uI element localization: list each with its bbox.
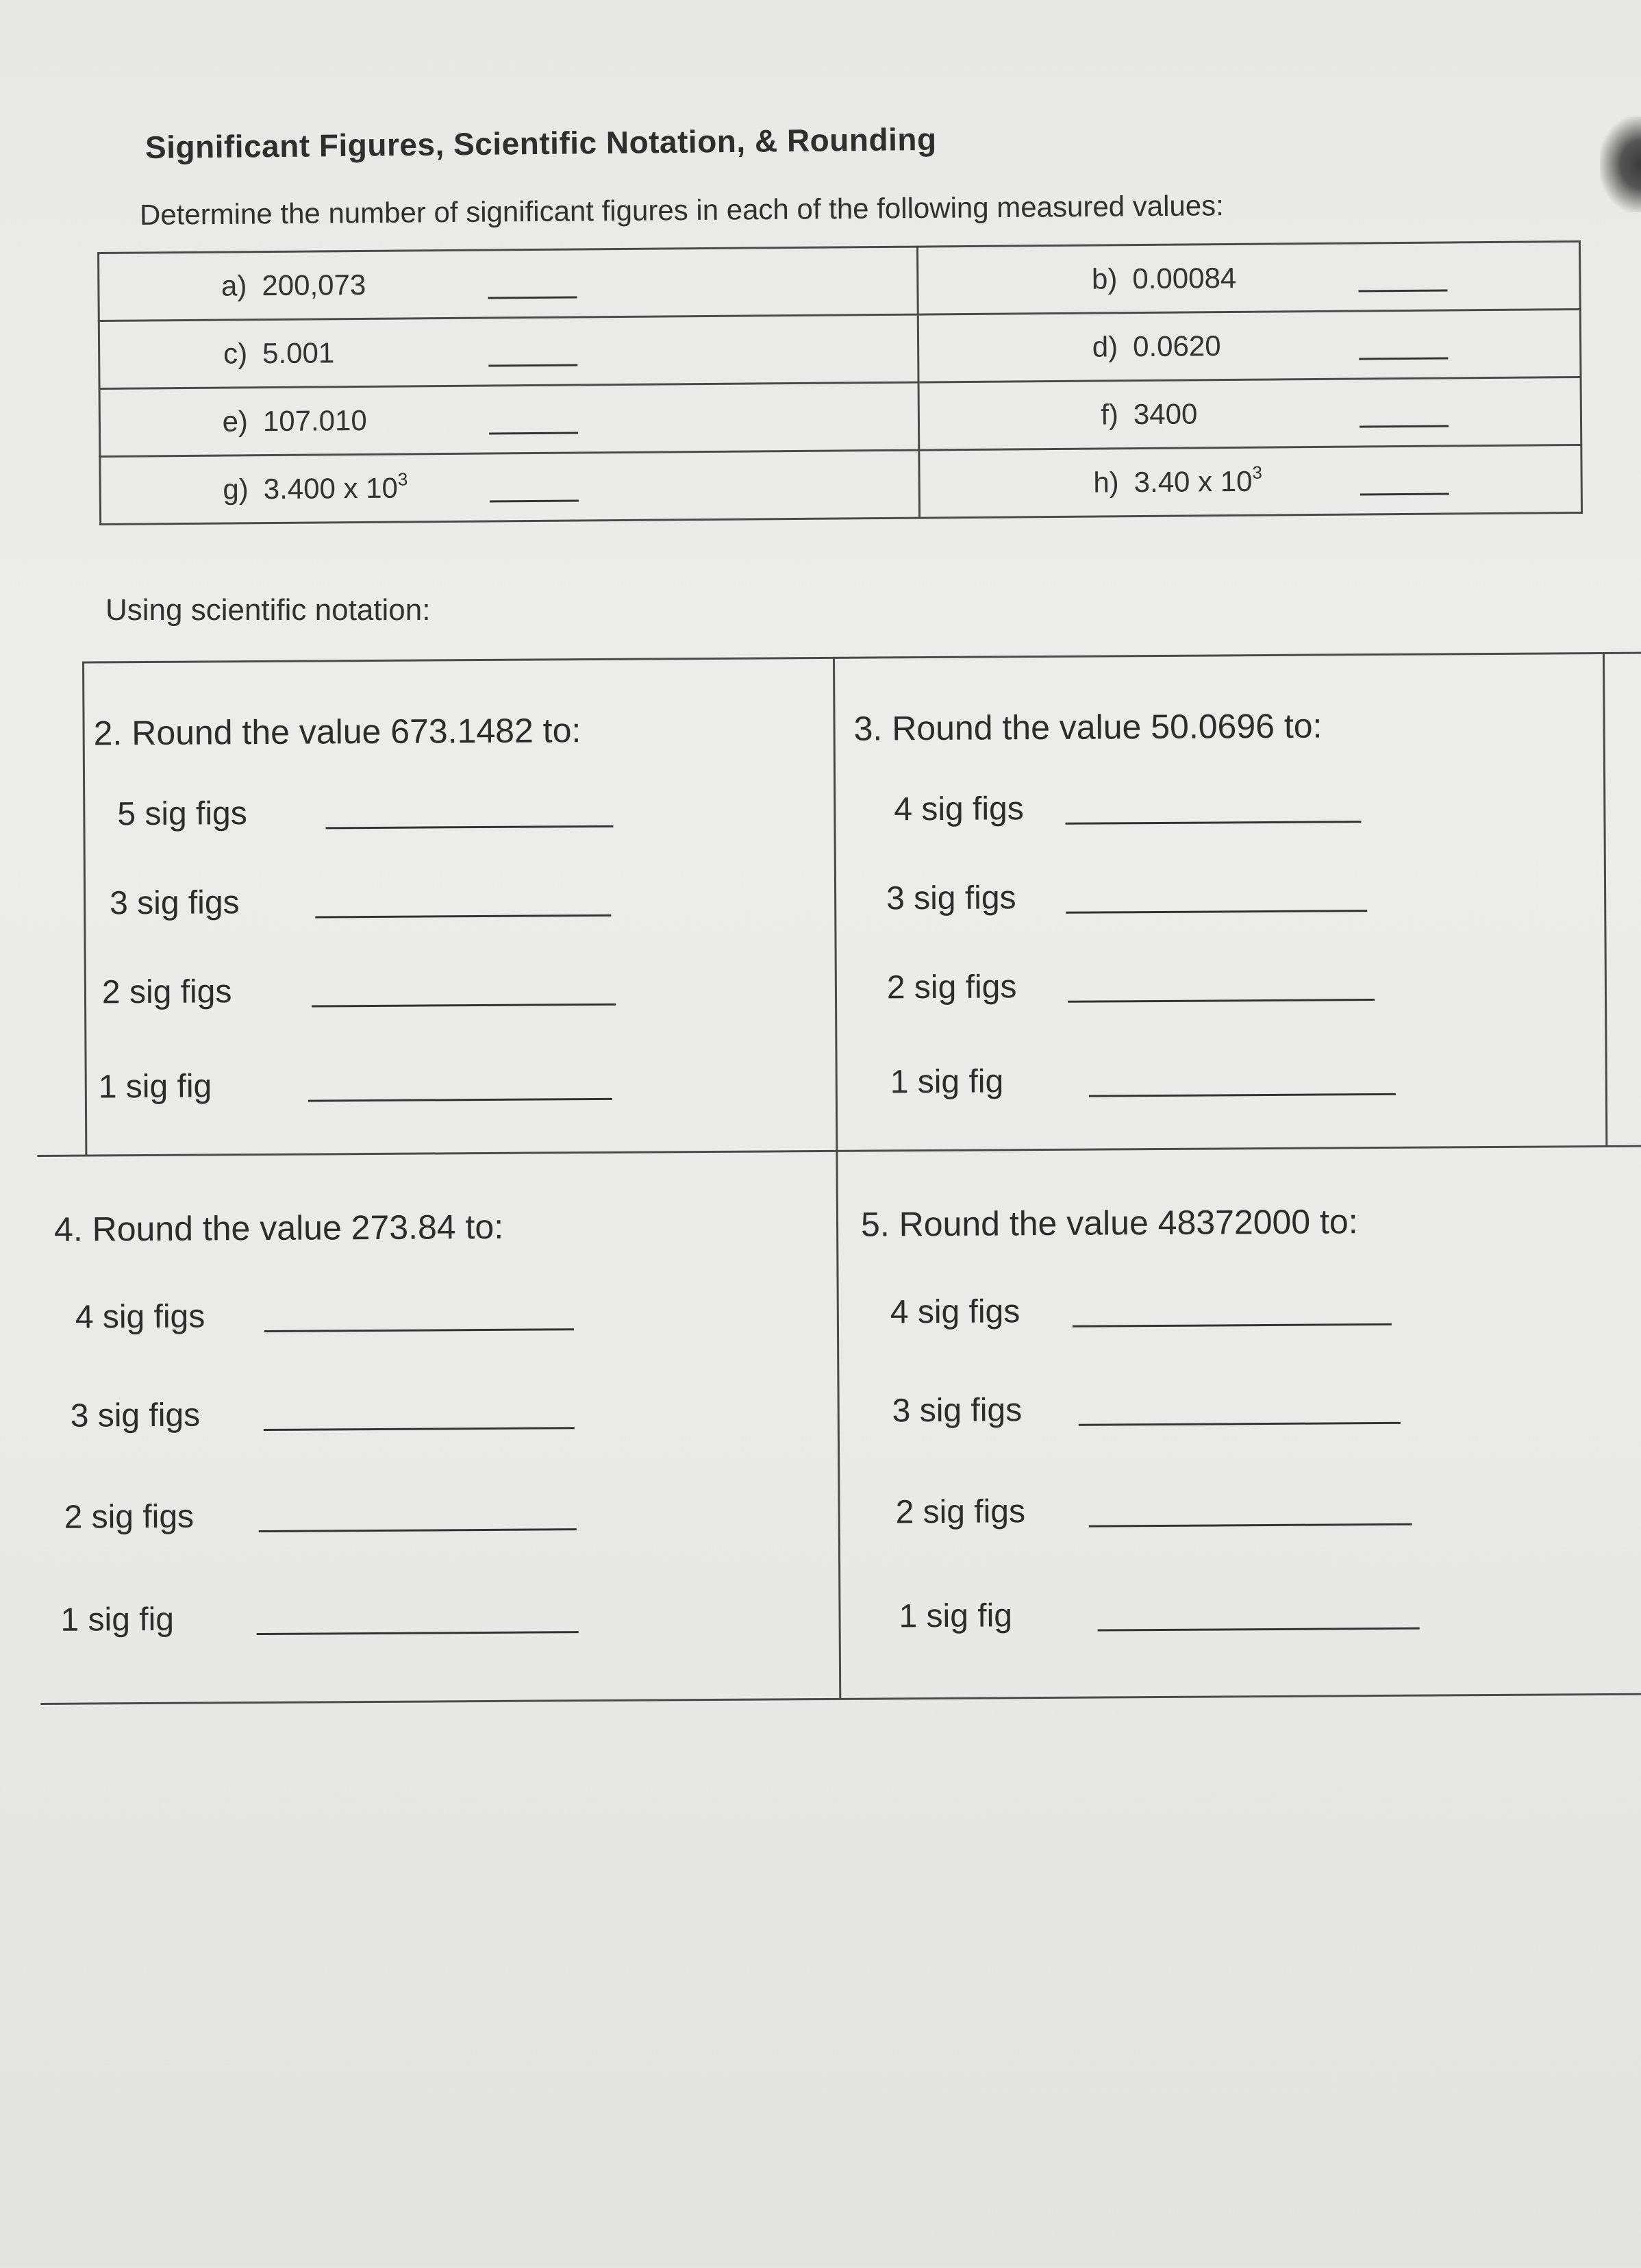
answer-blank-c[interactable] xyxy=(488,343,577,366)
q3-row-4: 1 sig fig xyxy=(890,1060,1396,1101)
question-3-heading: 3. Round the value 50.0696 to: xyxy=(853,706,1323,748)
item-label-a: a) xyxy=(221,269,247,302)
item-value-e: 107.010 xyxy=(262,403,367,438)
table-top-border xyxy=(82,652,1641,664)
table-row xyxy=(99,377,1581,456)
answer-line[interactable] xyxy=(325,825,613,830)
answer-line[interactable] xyxy=(1065,821,1361,825)
q3-row-3: 2 sig figs xyxy=(887,966,1375,1006)
table-row xyxy=(99,242,1581,321)
answer-blank-g[interactable] xyxy=(490,479,579,502)
q5-row-4: 1 sig fig xyxy=(899,1595,1419,1636)
sigfig-table xyxy=(97,240,1583,525)
question-4-heading: 4. Round the value 273.84 to: xyxy=(53,1207,504,1249)
answer-blank-e[interactable] xyxy=(489,411,578,434)
page-edge-shadow xyxy=(1600,116,1641,212)
table-left-border xyxy=(82,662,87,1155)
answer-line[interactable] xyxy=(257,1631,579,1635)
item-value-h: 3.40 x $10^3$ xyxy=(1133,462,1262,499)
item-label-g: g) xyxy=(223,473,249,506)
item-value-b: 0.00084 xyxy=(1132,261,1237,295)
q5-row-2: 3 sig figs xyxy=(892,1389,1401,1430)
q4-row-2: 3 sig figs xyxy=(71,1394,575,1434)
answer-line[interactable] xyxy=(1073,1323,1392,1328)
answer-line[interactable] xyxy=(1079,1422,1401,1426)
rounding-table xyxy=(34,652,1641,1704)
question-2-heading: 2. Round the value 673.1482 to: xyxy=(93,711,581,753)
answer-line[interactable] xyxy=(315,914,611,919)
answer-line[interactable] xyxy=(259,1528,577,1532)
answer-line[interactable] xyxy=(1066,910,1367,914)
answer-blank-h[interactable] xyxy=(1360,472,1449,495)
q5-row-1: 4 sig figs xyxy=(890,1291,1392,1331)
item-value-f: 3400 xyxy=(1133,397,1198,431)
item-value-a: 200,073 xyxy=(262,268,366,302)
answer-line[interactable] xyxy=(264,1328,574,1332)
instruction-text: Determine the number of significant figures in each of the following measured values: xyxy=(139,189,1224,231)
page-title: Significant Figures, Scientific Notation, & Rounding xyxy=(145,121,937,165)
answer-line[interactable] xyxy=(1068,999,1375,1003)
q2-row-2: 3 sig figs xyxy=(110,882,611,922)
item-label-d: d) xyxy=(1092,330,1118,363)
q4-row-3: 2 sig figs xyxy=(64,1495,576,1536)
answer-blank-b[interactable] xyxy=(1358,269,1447,292)
answer-line[interactable] xyxy=(312,1004,616,1008)
answer-line[interactable] xyxy=(1089,1523,1412,1528)
answer-line[interactable] xyxy=(264,1427,575,1431)
item-label-e: e) xyxy=(222,405,249,438)
section-subheading: Using scientific notation: xyxy=(105,593,431,627)
question-5-heading: 5. Round the value 48372000 to: xyxy=(860,1202,1358,1244)
answer-line[interactable] xyxy=(1089,1093,1396,1097)
item-value-d: 0.0620 xyxy=(1132,329,1221,363)
exponent-g: 3 xyxy=(397,469,408,490)
item-value-c: 5.001 xyxy=(262,336,335,370)
q2-row-4: 1 sig fig xyxy=(99,1065,612,1106)
q4-row-4: 1 sig fig xyxy=(60,1598,578,1639)
q5-row-3: 2 sig figs xyxy=(895,1491,1412,1532)
table-middle-divider xyxy=(37,1145,1641,1157)
item-value-g: 3.400 x $10^3$ xyxy=(263,469,408,506)
q2-row-1: 5 sig figs xyxy=(117,793,613,833)
table-right-border xyxy=(1603,652,1607,1145)
q3-row-2: 3 sig figs xyxy=(886,877,1367,917)
table-row xyxy=(99,309,1581,388)
q3-row-1: 4 sig figs xyxy=(894,788,1361,828)
answer-blank-d[interactable] xyxy=(1359,336,1448,360)
item-label-h: h) xyxy=(1093,466,1119,499)
q4-row-1: 4 sig figs xyxy=(75,1295,574,1336)
answer-blank-f[interactable] xyxy=(1360,404,1449,427)
answer-line[interactable] xyxy=(1098,1628,1420,1632)
exponent-h: 3 xyxy=(1252,462,1262,483)
item-label-f: f) xyxy=(1101,398,1119,431)
item-label-c: c) xyxy=(223,337,248,370)
answer-line[interactable] xyxy=(308,1098,612,1102)
table-center-divider xyxy=(833,657,841,1699)
q2-row-3: 2 sig figs xyxy=(102,971,616,1012)
answer-blank-a[interactable] xyxy=(488,275,577,299)
item-label-b: b) xyxy=(1091,262,1118,295)
table-row xyxy=(100,445,1582,524)
